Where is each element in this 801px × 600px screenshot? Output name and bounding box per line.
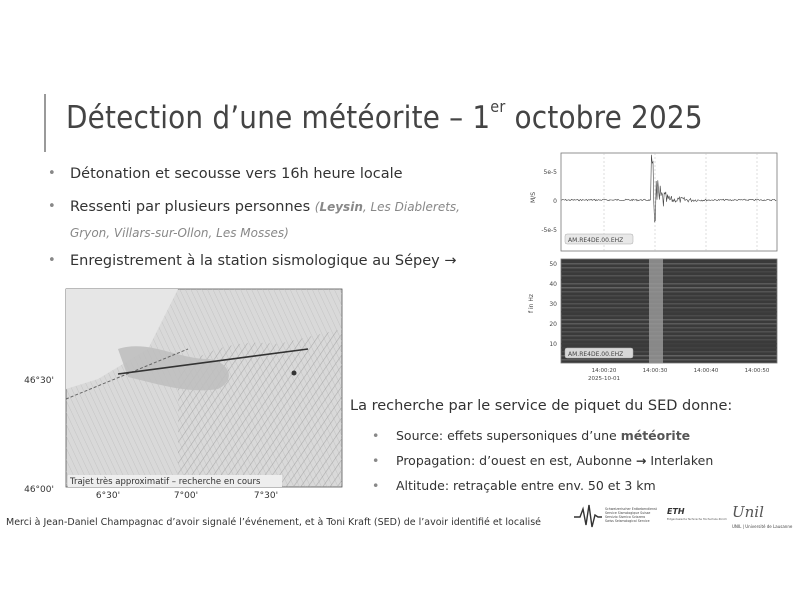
lon-tick: 7°00' xyxy=(173,491,199,501)
locations: (Leysin, Les Diablerets, xyxy=(314,200,460,214)
lat-tick: 46°30' xyxy=(24,376,54,386)
svg-text:30: 30 xyxy=(549,301,557,308)
ytick: 5e-5 xyxy=(543,169,557,176)
slide-title: Détection d’une météorite – 1er octobre 2025 xyxy=(66,96,703,136)
svg-text:UNIL | Université de Lausanne: UNIL | Université de Lausanne xyxy=(732,524,793,529)
svg-text:Service Sismologique Suisse: Service Sismologique Suisse xyxy=(605,511,651,515)
map-figure xyxy=(24,289,344,501)
svg-text:2025-10-01: 2025-10-01 xyxy=(588,376,620,382)
eth-logo xyxy=(667,507,727,521)
svg-text:Servizio Sismico Svizzero: Servizio Sismico Svizzero xyxy=(605,515,646,519)
search-heading: La recherche par le service de piquet du SED donne: xyxy=(350,398,733,414)
svg-text:Unil: Unil xyxy=(732,503,764,521)
svg-text:Eidgenössische Technische Hoch: Eidgenössische Technische Hochschule Zürich xyxy=(667,518,727,521)
svg-text:AM.RE4DE.00.EHZ: AM.RE4DE.00.EHZ xyxy=(568,351,624,358)
ytick: 0 xyxy=(553,198,557,205)
svg-text:Schweizerischer Erdbebendienst: Schweizerischer Erdbebendienst xyxy=(605,507,657,511)
svg-text:Swiss Seismological Service: Swiss Seismological Service xyxy=(605,519,650,523)
station-label: AM.RE4DE.00.EHZ xyxy=(568,237,624,244)
svg-text:50: 50 xyxy=(549,261,557,268)
svg-text:ETH: ETH xyxy=(667,507,685,516)
unil-logo xyxy=(732,503,793,529)
svg-text:14:00:50: 14:00:50 xyxy=(744,368,770,374)
lon-tick: 7°30' xyxy=(253,491,279,501)
svg-text:20: 20 xyxy=(549,321,557,328)
map-caption: Trajet très approximatif – recherche en cours xyxy=(70,477,261,487)
svg-text:40: 40 xyxy=(549,281,557,288)
seismogram-unit: M/S xyxy=(530,191,537,203)
lon-tick: 6°30' xyxy=(95,491,121,501)
svg-text:14:00:20: 14:00:20 xyxy=(591,368,617,374)
sed-logo xyxy=(574,505,658,527)
svg-text:10: 10 xyxy=(549,341,557,348)
freq-label: f in Hz xyxy=(528,293,535,313)
ytick: -5e-5 xyxy=(541,227,557,234)
seismogram-figure xyxy=(517,153,779,383)
acknowledgement: Merci à Jean-Daniel Champagnac d’avoir signalé l’événement, et à Toni Kraft (SED) de l’avoir identifié et localisé xyxy=(6,517,541,528)
svg-text:14:00:40: 14:00:40 xyxy=(693,368,719,374)
title-rule xyxy=(44,94,46,152)
svg-text:14:00:30: 14:00:30 xyxy=(642,368,668,374)
institution-logos xyxy=(572,497,797,537)
station-marker xyxy=(292,371,297,376)
lat-tick: 46°00' xyxy=(24,485,54,495)
